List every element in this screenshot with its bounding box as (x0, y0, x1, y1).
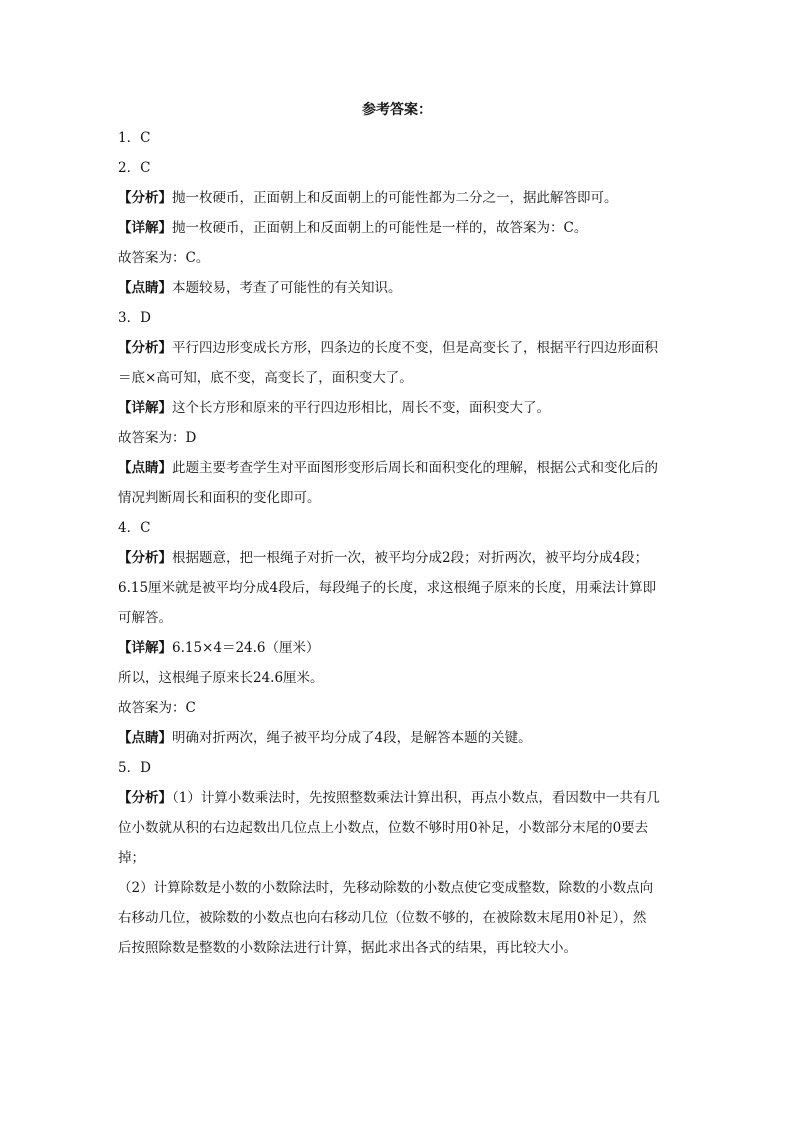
line-text: 根据题意，把一根绳子对折一次，被平均分成2段；对折两次，被平均分成4段； (172, 550, 649, 566)
section-tag: 【分析】 (118, 550, 172, 566)
answer-line (118, 693, 678, 723)
answer-line (118, 573, 678, 603)
line-text: 这个长方形和原来的平行四边形相比，周长不变，面积变大了。 (172, 400, 550, 416)
answer-line (118, 513, 678, 543)
answer-line (118, 423, 678, 453)
section-tag: 【详解】 (118, 640, 172, 656)
section-tag: 【详解】 (118, 220, 172, 236)
line-text: 6.15×4＝24.6（厘米） (172, 640, 320, 656)
answer-line (118, 483, 678, 513)
line-text: 3．D (118, 310, 151, 326)
answer-line (118, 753, 678, 783)
section-tag: 【详解】 (118, 400, 172, 416)
section-tag: 【分析】 (118, 340, 172, 356)
answer-line (118, 933, 678, 963)
answer-line (118, 333, 678, 363)
line-text: （1）计算小数乘法时，先按照整数乘法计算出积，再点小数点，看因数中一共有几 (172, 790, 660, 806)
answer-line (118, 303, 678, 333)
section-tag: 【点睛】 (118, 280, 172, 296)
line-text: 此题主要考查学生对平面图形变形后周长和面积变化的理解，根据公式和变化后的 (172, 460, 658, 476)
answer-line (118, 243, 678, 273)
line-text: 抛一枚硬币，正面朝上和反面朝上的可能性是一样的，故答案为：C。 (172, 220, 588, 236)
answer-line (118, 903, 678, 933)
answer-line (118, 393, 678, 423)
answer-line (118, 273, 678, 303)
line-text: 平行四边形变成长方形，四条边的长度不变，但是高变长了，根据平行四边形面积 (172, 340, 658, 356)
answer-line (118, 603, 678, 633)
answer-line (118, 123, 678, 153)
answer-line (118, 663, 678, 693)
answer-line (118, 783, 678, 813)
line-text: 明确对折两次，绳子被平均分成了4段，是解答本题的关键。 (172, 730, 532, 746)
answer-line (118, 363, 678, 393)
answer-line (118, 723, 678, 753)
line-text: 故答案为：C (118, 700, 196, 716)
line-text: 2．C (118, 160, 151, 176)
section-tag: 【分析】 (118, 790, 172, 806)
line-text: 抛一枚硬币，正面朝上和反面朝上的可能性都为二分之一，据此解答即可。 (172, 190, 618, 206)
answer-title: 参考答案： (362, 102, 432, 118)
line-text: 位小数就从积的右边起数出几位点上小数点，位数不够时用0补足，小数部分末尾的0要去 (118, 820, 649, 836)
line-text: 后按照除数是整数的小数除法进行计算，据此求出各式的结果，再比较大小。 (118, 940, 577, 956)
line-text: 可解答。 (118, 610, 172, 626)
answer-line (118, 183, 678, 213)
line-text: 故答案为：C。 (118, 250, 210, 266)
answer-line (118, 543, 678, 573)
line-text: 掉； (118, 850, 145, 866)
line-text: 故答案为：D (118, 430, 197, 446)
line-text: 6.15厘米就是被平均分成4段后，每段绳子的长度，求这根绳子原来的长度，用乘法计算即 (118, 580, 657, 596)
line-text: （2）计算除数是小数的小数除法时，先移动除数的小数点使它变成整数，除数的小数点向 (118, 880, 654, 896)
section-tag: 【分析】 (118, 190, 172, 206)
answer-line (118, 153, 678, 183)
line-text: 4．C (118, 520, 151, 536)
answer-line (118, 813, 678, 843)
answer-line (118, 453, 678, 483)
section-tag: 【点睛】 (118, 460, 172, 476)
line-text: ＝底×高可知，底不变，高变长了，面积变大了。 (118, 370, 413, 386)
answer-line (118, 633, 678, 663)
line-text: 所以，这根绳子原来长24.6厘米。 (118, 670, 324, 686)
line-text: 情况判断周长和面积的变化即可。 (118, 490, 321, 506)
line-text: 5．D (118, 760, 151, 776)
answer-line (118, 873, 678, 903)
answer-line (118, 213, 678, 243)
line-text: 右移动几位，被除数的小数点也向右移动几位（位数不够的，在被除数末尾用0补足），然 (118, 910, 647, 926)
answer-content (118, 123, 678, 963)
line-text: 本题较易，考查了可能性的有关知识。 (172, 280, 402, 296)
line-text: 1．C (118, 130, 151, 146)
section-tag: 【点睛】 (118, 730, 172, 746)
answer-line (118, 843, 678, 873)
